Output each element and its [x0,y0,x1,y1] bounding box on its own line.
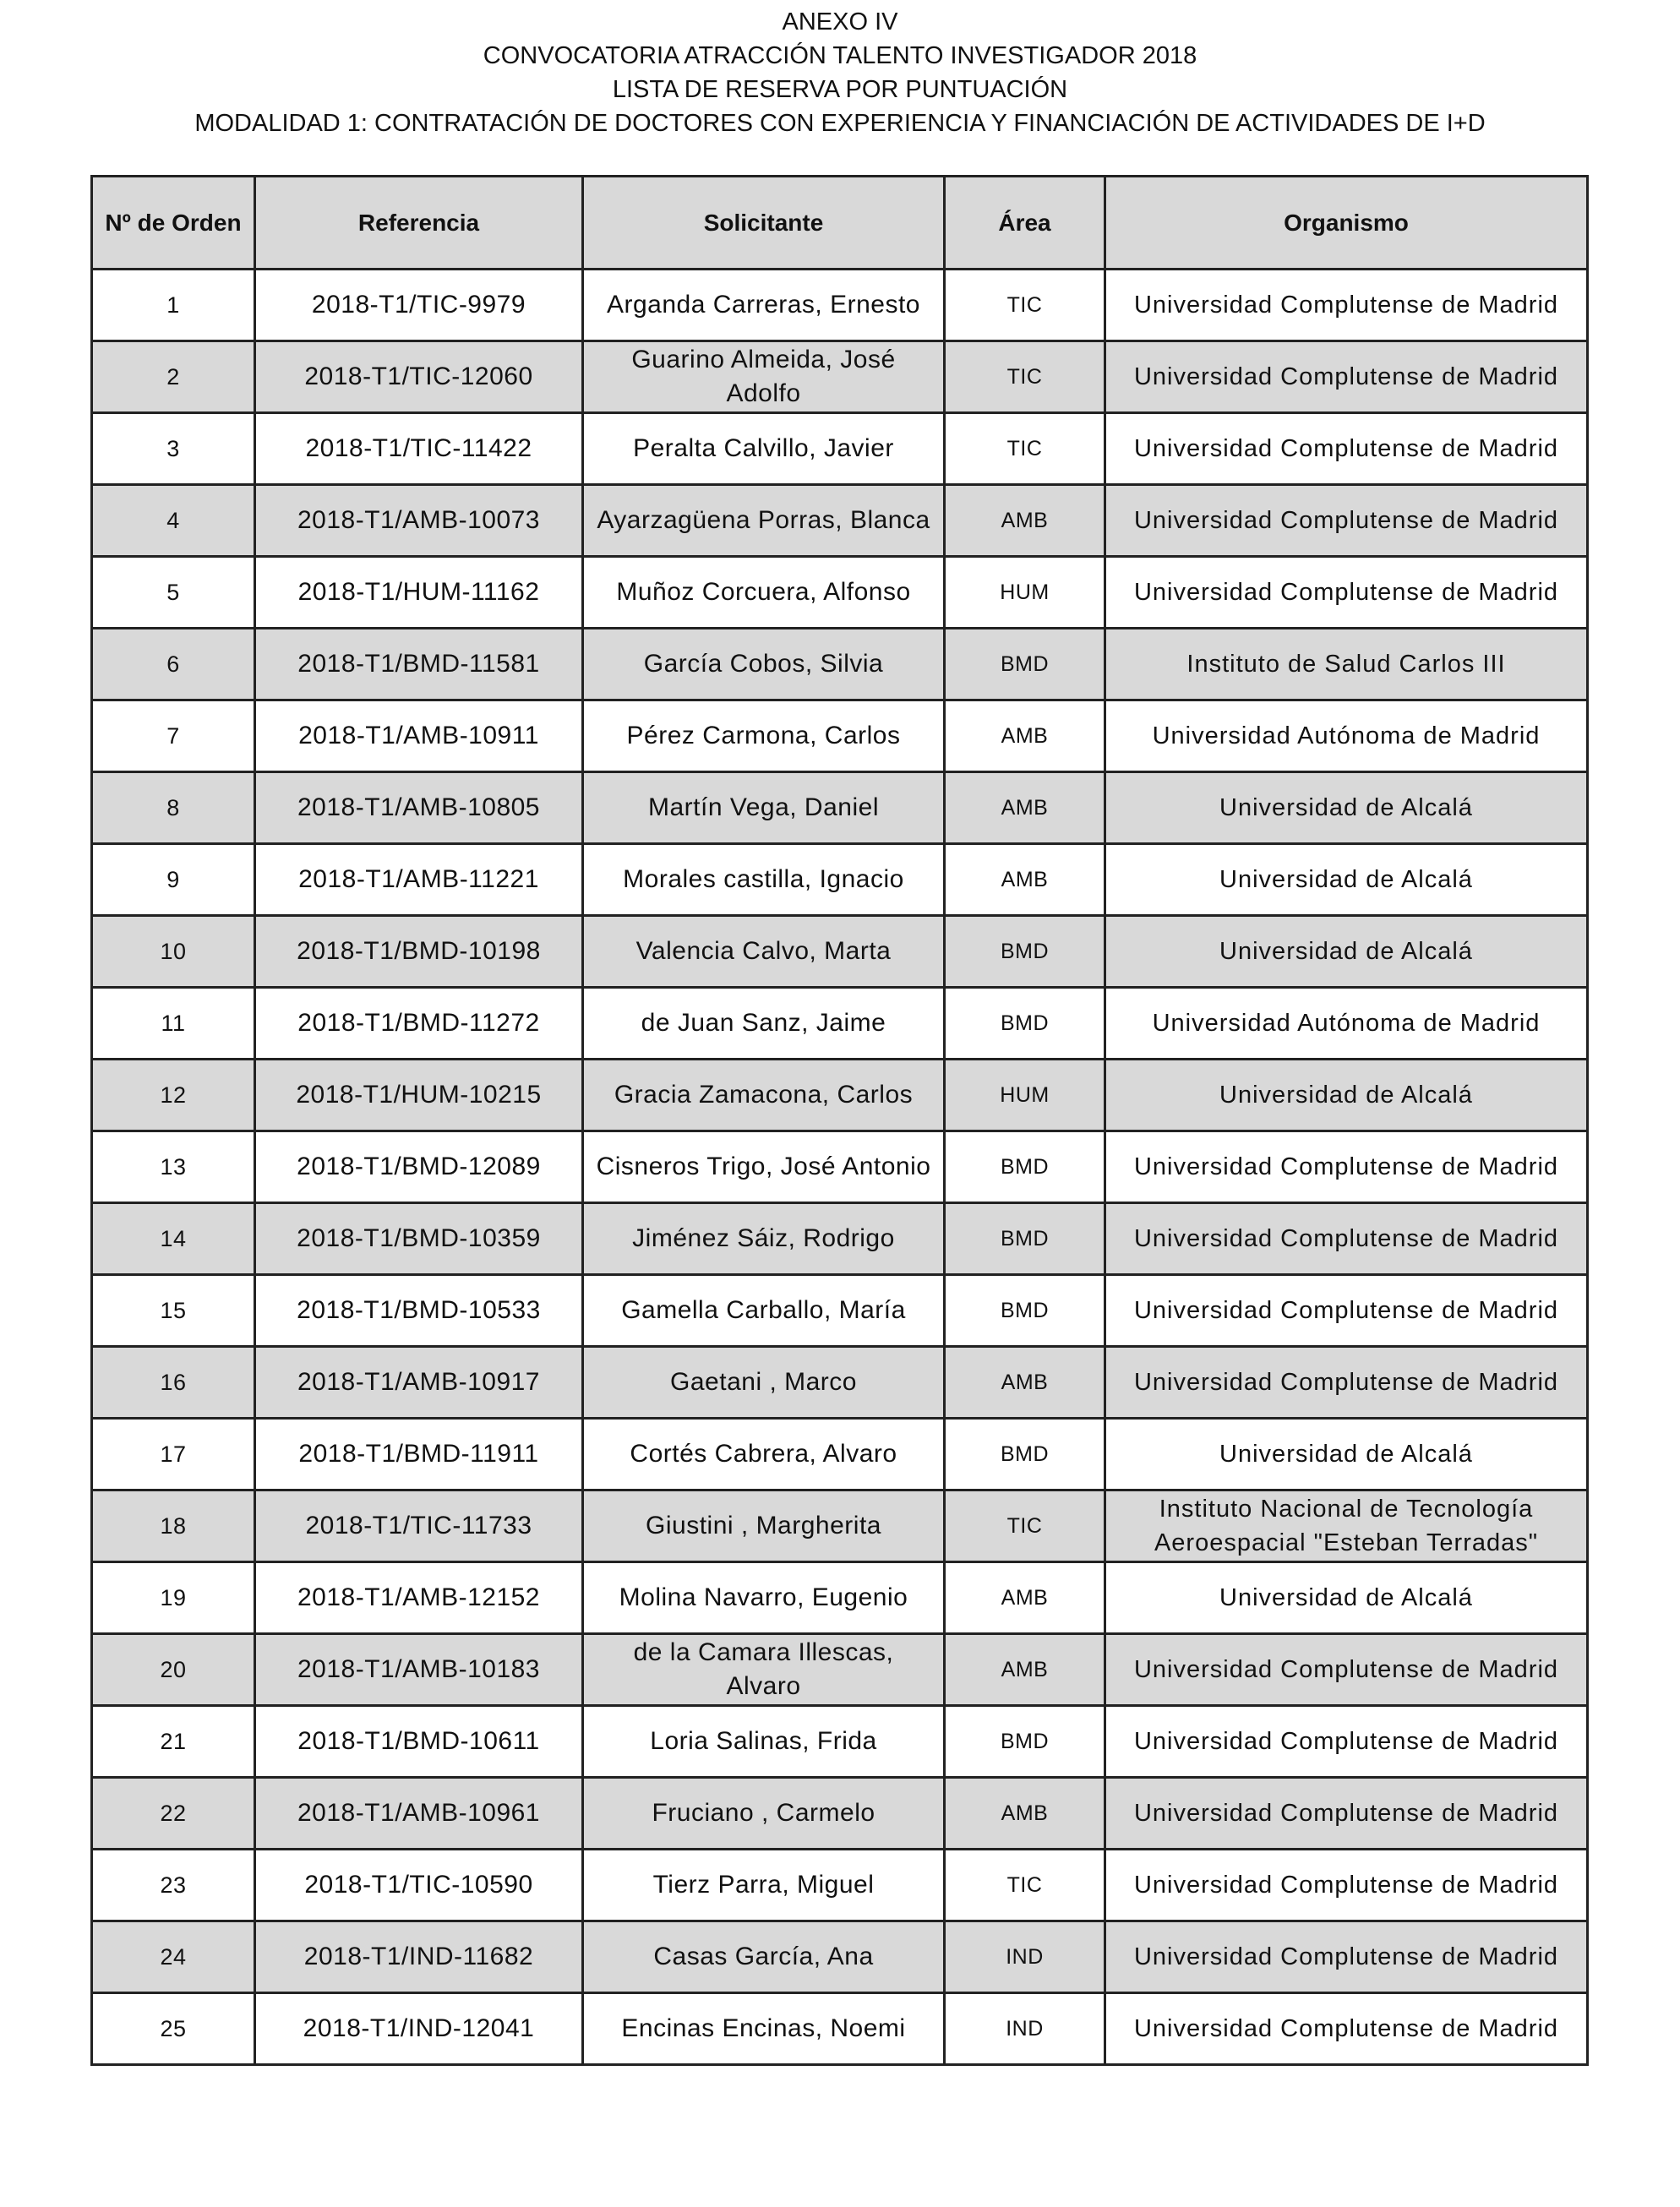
cell-solicitante: Giustini , Margherita [583,1490,945,1562]
cell-organismo: Universidad Complutense de Madrid [1105,270,1588,341]
table-row [92,1275,1588,1347]
table-row [92,1419,1588,1490]
column-header-referencia: Referencia [255,177,583,270]
cell-area: HUM [945,1060,1105,1131]
cell-organismo: Universidad de Alcalá [1105,844,1588,916]
call-title: CONVOCATORIA ATRACCIÓN TALENTO INVESTIGADOR 2018 [483,42,1197,69]
cell-referencia: 2018-T1/BMD-11581 [255,629,583,700]
column-header-organismo: Organismo [1105,177,1588,270]
cell-orden: 17 [92,1419,255,1490]
cell-referencia: 2018-T1/BMD-10533 [255,1275,583,1347]
cell-orden: 10 [92,916,255,988]
cell-referencia: 2018-T1/BMD-10198 [255,916,583,988]
cell-orden: 5 [92,557,255,629]
cell-organismo: Universidad Complutense de Madrid [1105,1921,1588,1993]
table-row [92,1993,1588,2065]
cell-area: BMD [945,1203,1105,1275]
cell-orden: 13 [92,1131,255,1203]
cell-referencia: 2018-T1/HUM-10215 [255,1060,583,1131]
column-header-solicitante: Solicitante [583,177,945,270]
cell-solicitante: Jiménez Sáiz, Rodrigo [583,1203,945,1275]
cell-orden: 11 [92,988,255,1060]
cell-organismo: Universidad Complutense de Madrid [1105,1706,1588,1778]
cell-organismo: Universidad de Alcalá [1105,772,1588,844]
cell-area: TIC [945,1850,1105,1921]
cell-solicitante: Tierz Parra, Miguel [583,1850,945,1921]
cell-area: IND [945,1921,1105,1993]
cell-referencia: 2018-T1/AMB-10073 [255,485,583,557]
cell-orden: 1 [92,270,255,341]
cell-orden: 20 [92,1634,255,1706]
table-row [92,988,1588,1060]
cell-referencia: 2018-T1/TIC-12060 [255,341,583,413]
table-row [92,485,1588,557]
table-row [92,1060,1588,1131]
table-row [92,1850,1588,1921]
cell-solicitante: García Cobos, Silvia [583,629,945,700]
cell-referencia: 2018-T1/HUM-11162 [255,557,583,629]
table-row [92,1131,1588,1203]
table-row [92,1634,1588,1706]
cell-solicitante: Valencia Calvo, Marta [583,916,945,988]
cell-orden: 21 [92,1706,255,1778]
cell-referencia: 2018-T1/BMD-10359 [255,1203,583,1275]
cell-referencia: 2018-T1/AMB-10961 [255,1778,583,1850]
table-row [92,700,1588,772]
list-title: LISTA DE RESERVA POR PUNTUACIÓN [612,76,1068,103]
cell-organismo: Universidad Complutense de Madrid [1105,1347,1588,1419]
annex-title: ANEXO IV [782,8,898,35]
table-row [92,1347,1588,1419]
cell-referencia: 2018-T1/AMB-10911 [255,700,583,772]
cell-organismo: Universidad Complutense de Madrid [1105,1993,1588,2065]
cell-organismo: Universidad Autónoma de Madrid [1105,700,1588,772]
table-header-row [92,177,1588,270]
cell-area: AMB [945,1778,1105,1850]
cell-area: TIC [945,341,1105,413]
cell-referencia: 2018-T1/BMD-10611 [255,1706,583,1778]
cell-solicitante: Morales castilla, Ignacio [583,844,945,916]
cell-orden: 2 [92,341,255,413]
table-body [92,270,1588,2065]
cell-orden: 15 [92,1275,255,1347]
table-row [92,1921,1588,1993]
cell-orden: 19 [92,1562,255,1634]
cell-solicitante: de Juan Sanz, Jaime [583,988,945,1060]
cell-orden: 7 [92,700,255,772]
cell-area: TIC [945,413,1105,485]
cell-orden: 25 [92,1993,255,2065]
cell-area: BMD [945,1275,1105,1347]
cell-solicitante: Gracia Zamacona, Carlos [583,1060,945,1131]
cell-organismo: Universidad Complutense de Madrid [1105,1275,1588,1347]
cell-referencia: 2018-T1/AMB-10917 [255,1347,583,1419]
cell-area: AMB [945,700,1105,772]
table-row [92,916,1588,988]
cell-area: AMB [945,844,1105,916]
cell-referencia: 2018-T1/IND-11682 [255,1921,583,1993]
cell-solicitante: Cisneros Trigo, José Antonio [583,1131,945,1203]
cell-orden: 8 [92,772,255,844]
cell-referencia: 2018-T1/AMB-11221 [255,844,583,916]
cell-orden: 9 [92,844,255,916]
cell-area: BMD [945,1131,1105,1203]
table-row [92,1562,1588,1634]
cell-area: AMB [945,1347,1105,1419]
cell-solicitante: Guarino Almeida, José Adolfo [583,341,945,413]
cell-referencia: 2018-T1/BMD-11272 [255,988,583,1060]
cell-solicitante: Casas García, Ana [583,1921,945,1993]
cell-area: AMB [945,1562,1105,1634]
cell-organismo: Universidad Complutense de Madrid [1105,485,1588,557]
cell-organismo: Universidad Autónoma de Madrid [1105,988,1588,1060]
cell-referencia: 2018-T1/TIC-10590 [255,1850,583,1921]
table-row [92,413,1588,485]
column-header-area: Área [945,177,1105,270]
cell-area: BMD [945,1419,1105,1490]
cell-organismo: Universidad Complutense de Madrid [1105,557,1588,629]
cell-orden: 18 [92,1490,255,1562]
cell-orden: 24 [92,1921,255,1993]
cell-area: HUM [945,557,1105,629]
table-row [92,772,1588,844]
cell-organismo: Universidad Complutense de Madrid [1105,341,1588,413]
cell-orden: 16 [92,1347,255,1419]
cell-area: AMB [945,772,1105,844]
cell-referencia: 2018-T1/AMB-10183 [255,1634,583,1706]
cell-referencia: 2018-T1/AMB-10805 [255,772,583,844]
cell-area: BMD [945,988,1105,1060]
cell-referencia: 2018-T1/BMD-11911 [255,1419,583,1490]
table-row [92,1706,1588,1778]
table-row [92,1490,1588,1562]
cell-orden: 4 [92,485,255,557]
cell-orden: 23 [92,1850,255,1921]
cell-solicitante: Ayarzagüena Porras, Blanca [583,485,945,557]
cell-solicitante: Molina Navarro, Eugenio [583,1562,945,1634]
cell-organismo: Universidad Complutense de Madrid [1105,1778,1588,1850]
document-header [0,0,1680,140]
modality-title: MODALIDAD 1: CONTRATACIÓN DE DOCTORES CON EXPERIENCIA Y FINANCIACIÓN DE ACTIVIDADES DE I+D [194,110,1486,137]
cell-organismo: Universidad Complutense de Madrid [1105,1634,1588,1706]
cell-orden: 6 [92,629,255,700]
cell-organismo: Universidad Complutense de Madrid [1105,1850,1588,1921]
cell-solicitante: Cortés Cabrera, Alvaro [583,1419,945,1490]
table-row [92,1778,1588,1850]
table-row [92,557,1588,629]
cell-organismo: Instituto Nacional de Tecnología Aeroespacial "Esteban Terradas" [1105,1490,1588,1562]
cell-referencia: 2018-T1/AMB-12152 [255,1562,583,1634]
cell-orden: 22 [92,1778,255,1850]
cell-area: BMD [945,916,1105,988]
cell-solicitante: Gaetani , Marco [583,1347,945,1419]
cell-referencia: 2018-T1/IND-12041 [255,1993,583,2065]
cell-solicitante: Gamella Carballo, María [583,1275,945,1347]
cell-area: TIC [945,270,1105,341]
cell-solicitante: de la Camara Illescas, Alvaro [583,1634,945,1706]
cell-organismo: Instituto de Salud Carlos III [1105,629,1588,700]
cell-referencia: 2018-T1/TIC-11733 [255,1490,583,1562]
cell-orden: 3 [92,413,255,485]
cell-area: BMD [945,629,1105,700]
cell-solicitante: Pérez Carmona, Carlos [583,700,945,772]
table-row [92,1203,1588,1275]
cell-referencia: 2018-T1/BMD-12089 [255,1131,583,1203]
table-row [92,341,1588,413]
cell-organismo: Universidad de Alcalá [1105,1060,1588,1131]
cell-solicitante: Encinas Encinas, Noemi [583,1993,945,2065]
cell-area: TIC [945,1490,1105,1562]
cell-orden: 12 [92,1060,255,1131]
reserve-list-table [90,175,1589,2066]
cell-area: AMB [945,485,1105,557]
table-row [92,844,1588,916]
cell-solicitante: Fruciano , Carmelo [583,1778,945,1850]
cell-referencia: 2018-T1/TIC-9979 [255,270,583,341]
cell-area: AMB [945,1634,1105,1706]
cell-area: IND [945,1993,1105,2065]
cell-organismo: Universidad Complutense de Madrid [1105,1131,1588,1203]
cell-organismo: Universidad de Alcalá [1105,1419,1588,1490]
cell-referencia: 2018-T1/TIC-11422 [255,413,583,485]
cell-solicitante: Peralta Calvillo, Javier [583,413,945,485]
cell-organismo: Universidad Complutense de Madrid [1105,1203,1588,1275]
cell-solicitante: Arganda Carreras, Ernesto [583,270,945,341]
cell-organismo: Universidad de Alcalá [1105,1562,1588,1634]
cell-organismo: Universidad de Alcalá [1105,916,1588,988]
cell-area: BMD [945,1706,1105,1778]
cell-organismo: Universidad Complutense de Madrid [1105,413,1588,485]
column-header-orden: Nº de Orden [92,177,255,270]
cell-solicitante: Muñoz Corcuera, Alfonso [583,557,945,629]
cell-orden: 14 [92,1203,255,1275]
table-row [92,629,1588,700]
table-row [92,270,1588,341]
cell-solicitante: Martín Vega, Daniel [583,772,945,844]
cell-solicitante: Loria Salinas, Frida [583,1706,945,1778]
